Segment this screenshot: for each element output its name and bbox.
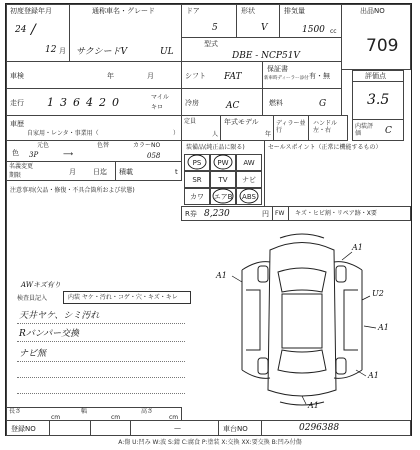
color-no-value: 058 [147, 152, 161, 160]
reg-dash: — [174, 424, 181, 432]
year-model-label: 年式モデル [224, 118, 259, 126]
height-label: 高さ [141, 408, 154, 415]
name-change-label2: 期限 [9, 172, 22, 179]
recycle-unit: 円 [262, 210, 269, 218]
equip-pw: PW [210, 154, 236, 171]
displacement-unit: cc [330, 28, 337, 35]
car-left-side [242, 262, 270, 379]
equipment-circles [182, 152, 272, 212]
scratch-label: キズ・ヒビ割・リペア跡・X要 [295, 210, 377, 217]
equip-ps: PS [184, 154, 210, 171]
displacement-label: 排気量 [284, 7, 305, 15]
shaken-label: 車検 [10, 72, 24, 80]
ac-value: AC [226, 101, 240, 111]
dealer-cell [273, 115, 309, 141]
mark-a1-left-front: A1 [216, 271, 227, 280]
fw-label: FW [275, 210, 285, 217]
fuel-label: 燃料 [269, 99, 283, 107]
first-reg-month-unit: 月 [59, 47, 66, 55]
mark-a1-front-right: A1 [352, 243, 363, 252]
shaken-month-unit: 月 [147, 72, 154, 80]
fuel-cell [262, 88, 342, 116]
rating-label: 評価点 [365, 72, 386, 80]
type-value: DBE - NCP51V [232, 51, 300, 61]
warranty-label: 保証書 [267, 65, 288, 73]
mark-u2-right: U2 [372, 289, 384, 298]
circle-pw [214, 155, 232, 169]
door-value: 5 [212, 23, 218, 33]
capacity-label: 定員 [184, 118, 197, 125]
color-cell [6, 140, 182, 162]
car-windshield [278, 268, 326, 292]
color-original-label: 元色 [37, 142, 50, 149]
name-change-label1: 名義変更 [9, 163, 34, 170]
equipment-title: 装備品(純正品に限る) [186, 144, 245, 151]
mileage-value: 136420 [47, 96, 125, 109]
mileage-cell [6, 88, 182, 116]
rating-value: 3.5 [367, 92, 390, 108]
model-value: サクシードV [76, 47, 128, 57]
auction-sheet [5, 3, 412, 436]
displacement-value: 1500 [302, 25, 325, 35]
history-cell [6, 115, 182, 141]
year-model-unit: 年 [265, 131, 272, 138]
lot-value: 709 [366, 36, 399, 56]
color-arrow: ⟶ [63, 150, 74, 158]
color-current-label: 色替 [97, 142, 110, 149]
recycle-cell [181, 206, 273, 221]
shape-label: 形状 [241, 7, 255, 15]
notes-title: 注意事項(欠品・修復・不具合箇所および状態) [10, 187, 135, 194]
wheel-rr [336, 358, 346, 374]
chassis-cell [218, 420, 411, 436]
reg-no-cell [6, 420, 50, 436]
handle-cell [308, 115, 348, 141]
scratch-cell [288, 206, 411, 221]
mileage-label: 走行 [10, 99, 24, 107]
first-reg-slash: / [31, 22, 36, 38]
height-cm: cm [169, 414, 179, 421]
ac-cell [181, 88, 263, 116]
notes-line3: ナビ無 [19, 349, 47, 359]
name-change-day: 日迄 [93, 168, 107, 176]
loading-label: 積載 [119, 168, 133, 176]
type-cell [181, 37, 342, 62]
name-change-cell [6, 161, 182, 181]
history-sub-end: ） [173, 130, 180, 137]
grade-value: UL [160, 47, 174, 57]
equip-aw: AW [236, 154, 262, 171]
shape-cell [236, 4, 280, 38]
dimensions-cell [6, 407, 182, 421]
width-cm: cm [111, 414, 121, 421]
length-label: 長さ [9, 408, 22, 415]
displacement-cell [279, 4, 342, 38]
wheel-fl [258, 266, 268, 282]
year-model-cell [220, 115, 274, 141]
rating-cell [352, 70, 404, 120]
first-reg-year: 24 [15, 25, 27, 35]
inspector-label: 検査員記入 [17, 295, 48, 302]
color-label: 色 [12, 149, 19, 157]
first-reg-label: 初度登録年月 [10, 7, 52, 15]
model-cell [69, 4, 182, 62]
recycle-label: R券 [185, 210, 197, 218]
interior-value: C [385, 126, 392, 136]
shaken-cell [6, 61, 182, 89]
dealer-label: ディラー並行 [276, 120, 306, 134]
equip-airbag: エアB [210, 188, 236, 205]
interior-cell [352, 119, 404, 141]
loading-ton: t [175, 168, 178, 176]
car-roof [282, 294, 322, 348]
car-rear-glass [278, 350, 326, 373]
shape-value: V [261, 23, 268, 33]
first-reg-month: 12 [45, 45, 57, 55]
reg-no-value-cell [49, 420, 219, 436]
mark-a1-rear: A1 [308, 401, 319, 410]
equip-leather: カワ [184, 188, 210, 205]
equip-navi: ナビ [236, 171, 262, 188]
chassis-value: 0296388 [299, 423, 340, 433]
notes-line2: Rバンパー交換 [19, 329, 80, 339]
equip-abs: ABS [236, 188, 262, 205]
chassis-label: 車台NO [223, 425, 248, 433]
capacity-cell [181, 115, 221, 141]
mark-a1-right-rear: A1 [368, 371, 379, 380]
shift-label: シフト [185, 72, 206, 80]
width-label: 幅 [81, 408, 88, 415]
capacity-unit: 人 [212, 131, 219, 138]
inspector-options-text: 内装 ヤケ・汚れ・コゲ・穴・キズ・キレ [68, 294, 178, 301]
first-reg-cell [6, 4, 70, 62]
notes-line1: 天井ヤケ、シミ汚れ [19, 311, 100, 321]
type-label: 型式 [204, 40, 218, 48]
fw-cell [272, 206, 289, 221]
mileage-unit-mile: マイル [151, 94, 169, 101]
notes-line0: AWキズ有り [21, 281, 61, 289]
wheel-fr [336, 266, 346, 282]
warranty-sub: 新車時ディーラー添付 [264, 76, 309, 81]
equip-tv: TV [210, 171, 236, 188]
mark-a1-right: A1 [378, 323, 389, 332]
notes-cell [6, 180, 182, 408]
front-bumper [280, 234, 324, 238]
history-label: 車歴 [10, 120, 24, 128]
sales-point-label: セールスポイント（正常に機能するもの） [268, 144, 382, 151]
equip-sr: SR [184, 171, 210, 188]
color-original-value: 3P [29, 151, 39, 159]
fuel-value: G [319, 99, 327, 109]
mileage-unit-km: キロ [151, 104, 164, 111]
circle-airbag [213, 189, 233, 203]
shift-cell [181, 61, 263, 89]
shaken-year-unit: 年 [107, 72, 114, 80]
interior-label: 内装評価 [355, 123, 374, 137]
circle-ps [188, 155, 206, 169]
door-label: ドア [186, 7, 200, 15]
circle-abs [240, 189, 258, 203]
recycle-value: 8,230 [204, 209, 230, 219]
model-label: 通称車名・グレード [92, 7, 155, 15]
wheel-rl [258, 358, 268, 374]
reg-no-label: 登録NO [11, 425, 36, 433]
handle-label: ハンドル左・右 [313, 120, 338, 134]
warranty-value: 有・無 [309, 72, 330, 80]
door-cell [181, 4, 237, 38]
warranty-cell [262, 61, 342, 89]
inspector-options [63, 291, 191, 304]
lot-label: 出品NO [360, 7, 385, 15]
damage-legend: A:傷 U:凹み W:波 S:錆 C:腐食 P:塗装 X:交換 XX:要交換 B:凹み付傷 [118, 439, 302, 446]
color-no-label: カラーNO [133, 142, 161, 149]
ac-label: 冷房 [185, 99, 199, 107]
car-diagram [202, 230, 402, 410]
shift-value: FAT [224, 72, 242, 82]
car-right-side [334, 262, 362, 379]
history-sub: 自家用・レンタ・事業用（ [27, 130, 99, 137]
length-cm: cm [51, 414, 61, 421]
name-change-month: 月 [69, 168, 76, 176]
lot-cell [341, 4, 411, 70]
